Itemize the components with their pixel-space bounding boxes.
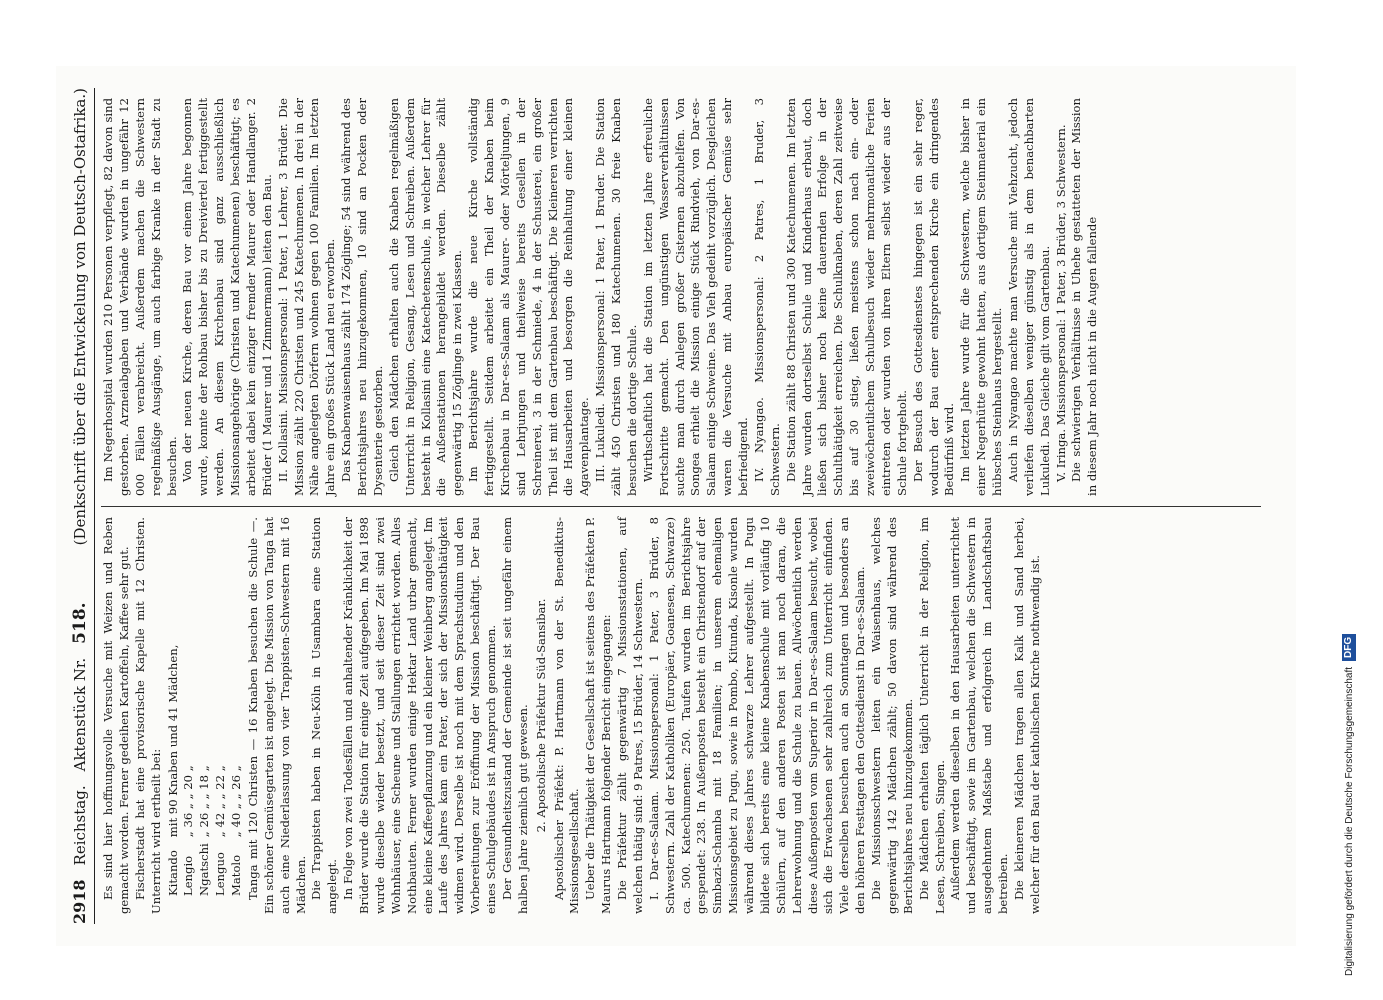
school-count: „ 36 „ „ 20 „ [181, 765, 196, 838]
school-place: Kitando [165, 850, 180, 896]
school-place: Ngatschi [197, 843, 212, 896]
text-columns [101, 88, 1261, 924]
school-row [197, 639, 213, 896]
header-source: Reichstag. [71, 785, 89, 866]
right-paragraph-3: II. Kollasini. Missionspersonal: 1 Pater, 1 Lehrer, 3 Brüder. Die Mission zählt 220 Christen und 245 Katechumenen. In drei in der Nähe angelegten Dörfern wohnen gegen 100 Familien. Im letzten Jahre ein großes Stück Land neu erworben. [275, 98, 338, 496]
header-akten-number: 518. [70, 602, 90, 644]
left-paragraph-9: Die Präfektur zählt gegenwärtig 7 Missionsstationen, auf welchen thätig sind: 9 Patres, 15 Brüder, 14 Schwestern. [615, 517, 645, 914]
school-count: „ 42 „ „ 22 „ [213, 765, 228, 838]
left-paragraph-5: In Folge von zwei Todesfällen und anhaltender Kränklichkeit der Brüder wurde die Station für einige Zeit aufgegeben. Im Mai 1898 wurde dieselbe wieder besetzt, und seit dieser Zeit sind zwei Wohnhäuser, eine Scheune und Stallungen errichtet worden. Alles Nothbauten. Ferner wurden einige Hektar Land urbar gemacht, eine kleine Kaffeepflanzung und ein kleiner Weinberg angelegt. Im Laufe des Jahres kam ein Pater, der sich der Missionsthätigkeit widmen wird. Derselbe ist noch mit dem Sprachstudium und den Vorbereitungen zur Eröffnung der Mission beschäftigt. Der Bau eines Schulgebäudes ist in Anspruch genommen. [341, 517, 498, 914]
right-paragraph-8: Wirthschaftlich hat die Station im letzten Jahre erfreuliche Fortschritte gemacht. Den ungünstigen Wasserverhältnissen suchte man durch Anlegen großer Cisternen abzuhelfen. Von Songea erhielt die Mission einige Stück Rindvieh, von Dar-es-Salaam einige Schweine. Das Vieh gedeiht vorzüglich. Desgleichen waren die Versuche mit Anbau europäischer Gemüse sehr befriedigend. [640, 98, 750, 496]
school-row [229, 639, 245, 896]
side-note-text [1340, 10, 1358, 990]
funding-note: Digitalisierung gefördert durch die Deutsche Forschungsgemeinschaft [1343, 666, 1355, 976]
left-paragraph-8: Ueber die Thätigkeit der Gesellschaft ist seitens des Präfekten P. Maurus Hartmann folgender Bericht eingegangen: [583, 517, 614, 914]
side-note [1340, 10, 1358, 990]
right-paragraph-15: Die schwierigen Verhältnisse in Uhehe gestatteten der Mission in diesem Jahr noch nicht in die Augen fallende [1069, 98, 1100, 496]
left-paragraph-14: Die kleineren Mädchen tragen allen Kalk und Sand herbei, welcher für den Bau der katholischen Kirche nothwendig ist. [1011, 517, 1042, 914]
school-row [166, 639, 182, 896]
school-count: „ 40 „ „ 26 „ [229, 765, 243, 838]
right-paragraph-4: Das Knabenwaisenhaus zählt 174 Zöglinge; 54 sind während des Berichtsjahres neu hinzugekommen, 10 sind an Pocken oder Dysenterie gestorben. [339, 98, 385, 496]
school-place: Lenguo [213, 852, 228, 896]
school-row [213, 639, 229, 896]
right-paragraph-14: V. Iringa. Missionspersonal: 1 Pater, 3 Brüder, 3 Schwestern. [1053, 124, 1068, 482]
right-paragraph-13: Auch in Nyangao machte man Versuche mit Viehzucht, jedoch verliefen dieselben weniger günstig als in dem benachbarten Lukuledi. Das Gleiche gilt vom Gartenbau. [1005, 98, 1052, 496]
left-paragraph-6: Der Gesundheitszustand der Gemeinde ist seit ungefähr einem halben Jahre ziemlich gut gewesen. [499, 517, 530, 914]
school-row [181, 639, 197, 896]
left-paragraph-2: Fischerstadt hat eine provisorische Kapelle mit 12 Christen. Unterricht wird ertheilt bei: [132, 517, 163, 914]
left-paragraph-7: Apostolischer Präfekt: P. Hartmann von der St. Benediktus-Missionsgesellschaft. [551, 517, 582, 914]
right-paragraph-11: Der Besuch des Gottesdienstes hingegen ist ein sehr reger, wodurch der Bau einer entsprechenden Kirche ein dringendes Bedürfniß wird. [910, 98, 957, 496]
right-paragraph-6: Im Berichtsjahre wurde die neue Kirche vollständig fertiggestellt. Seitdem arbeitet ein Theil der Knaben beim Kirchenbau in Dar-es-Salaam als Maurer- oder Mörteljungen, 9 sind Lehrjungen und theilweise bereits Gesellen in der Schreinerei, 3 in der Schmiede, 4 in der Schusterei, ein großer Theil ist mit dem Gartenbau beschäftigt. Die Kleineren verrichten die Hausarbeiten und besorgen die Reinhaltung einer kleinen Agavenplantage. [466, 98, 592, 496]
left-column [101, 506, 1261, 924]
header-title: (Denkschrift über die Entwickelung von Deutsch-Ostafrika.) [71, 88, 89, 546]
left-paragraph-11: Die Missionsschwestern leiten ein Waisenhaus, welches gegenwärtig 142 Mädchen zählt; 50 davon sind während des Berichtsjahres neu hinzugekommen. [869, 517, 915, 914]
left-paragraph-10: I. Dar-es-Salaam. Missionspersonal: 1 Pater, 3 Brüder, 8 Schwestern. Zahl der Katholiken (Europäer, Goanesen, Schwarze) ca. 500. Katechumenen: 250. Taufen wurden im Berichtsjahre gespendet: 238. In Außenposten besteht ein Christendorf auf der Simbazi-Schamba mit 18 Familien; in unserem ehemaligen Missionsgebiet zu Pugu, sowie in Pombo, Kitunda, Kisonle wurden während dieses Jahres schwarze Lehrer aufgestellt. In Pugu bildete sich bereits eine kleine Knabenschule mit vorläufig 10 Schülern, auf den anderen Posten ist man noch daran, die Lehrerwohnung und die Schule zu bauen. Allwöchentlich werden diese Außenposten vom Superior in Dar-es-Salaam besucht, wobei sich die Erwachsenen sehr zahlreich zum Unterricht einfinden. Viele derselben besuchen auch an Sonntagen und besonders an den höheren Festtagen den Gottesdienst in Dar-es-Salaam. [646, 517, 868, 914]
page-header [70, 88, 95, 924]
school-place: Matolo [229, 854, 243, 896]
header-akten-label: Aktenstück Nr. [71, 657, 89, 772]
section-heading: 2. Apostolische Präfektur Süd-Sansibar. [533, 598, 548, 833]
right-paragraph-5: Gleich den Mädchen erhalten auch die Knaben regelmäßigen Unterricht in Religion, Gesang, Lesen und Schreiben. Außerdem besteht in Kollasini eine Katechetenschule, in welcher Lehrer für die Außenstationen herangebildet werden. Dieselbe zählt gegenwärtig 15 Zöglinge in zwei Klassen. [386, 98, 465, 496]
left-paragraph-12: Die Mädchen erhalten täglich Unterricht in der Religion, im Lesen, Schreiben, Singen. [916, 517, 947, 914]
rotated-page-content [56, 66, 1296, 946]
page-number: 2918 [70, 879, 89, 924]
right-paragraph-2: Von der neuen Kirche, deren Bau vor einem Jahre begonnen wurde, konnte der Rohbau bisher bis zu Dreiviertel fertiggestellt werden. An diesem Kirchenbau sind ganz ausschließlich Missionsangehörige (Christen und Katechumenen) beschäftigt; es arbeitet dabei kein einziger fremder Maurer oder Handlanger. 2 Brüder (1 Maurer und 1 Zimmermann) leiten den Bau. [180, 98, 274, 496]
left-paragraph-3: Tanga mit 120 Christen — 16 Knaben besuchen die Schule —. Ein schöner Gemüsegarten ist angelegt. Die Mission von Tanga hat auch eine Niederlassung von vier Trappisten-Schwestern mit 16 Mädchen. [245, 517, 308, 914]
right-paragraph-12: Im letzten Jahre wurde für die Schwestern, welche bisher in einer Negerhütte gewohnt hatten, aus dortigem Steinmaterial ein hübsches Steinhaus hergestellt. [958, 98, 1004, 496]
dfg-logo: DFG [1342, 634, 1356, 661]
school-count: „ 26 „ „ 18 „ [197, 765, 212, 838]
school-place: Lengio [181, 855, 196, 896]
school-count: mit 90 Knaben und 41 Mädchen, [165, 644, 180, 838]
scanned-page [56, 66, 1296, 946]
right-paragraph-9: IV. Nyangao. Missionspersonal: 2 Patres, 1 Bruder, 3 Schwestern. [751, 98, 782, 496]
right-paragraph-1: Im Negerhospital wurden 210 Personen verpflegt, 82 davon sind gestorben. Arzneiabgaben und Verbände wurden in ungefähr 12 000 Fällen verabreicht. Außerdem machen die Schwestern regelmäßige Ausgänge, um auch farbige Kranke in der Stadt zu besuchen. [101, 98, 179, 496]
left-paragraph-4: Die Trappisten haben in Neu-Köln in Usambara eine Station angelegt. [309, 517, 340, 914]
left-paragraph-1: Es sind hier hoffnungsvolle Versuche mit Weizen und Reben gemacht worden. Ferner gedeihen Kartoffeln, Kaffee sehr gut. [101, 517, 131, 914]
right-paragraph-10: Die Station zählt 88 Christen und 300 Katechumenen. Im letzten Jahre wurden dortselbst Schule und Kinderhaus erbaut, doch ließen sich bisher noch keine dauernden Erfolge in der Schulthätigkeit erreichen. Die Schulknaben, deren Zahl zeitweise bis auf 30 stieg, ließen meistens schon nach ein- oder zweiwöchentlichem Schulbesuch wieder mehrmonatliche Ferien eintreten oder wurden von ihren Eltern selbst wieder aus der Schule fortgeholt. [783, 98, 909, 496]
school-table [166, 639, 245, 896]
right-paragraph-7: III. Lukuledi. Missionspersonal: 1 Pater, 1 Bruder. Die Station zählt 450 Christen und 180 Katechumenen. 30 freie Knaben besuchen die dortige Schule. [593, 98, 639, 496]
left-paragraph-13: Außerdem werden dieselben in den Hausarbeiten unterrichtet und beschäftigt, sowie im Gartenbau, welchen die Schwestern in ausgedehntem Maßstabe und erfolgreich im Landschaftsbau betreiben. [948, 517, 1010, 914]
right-column [101, 88, 1261, 506]
